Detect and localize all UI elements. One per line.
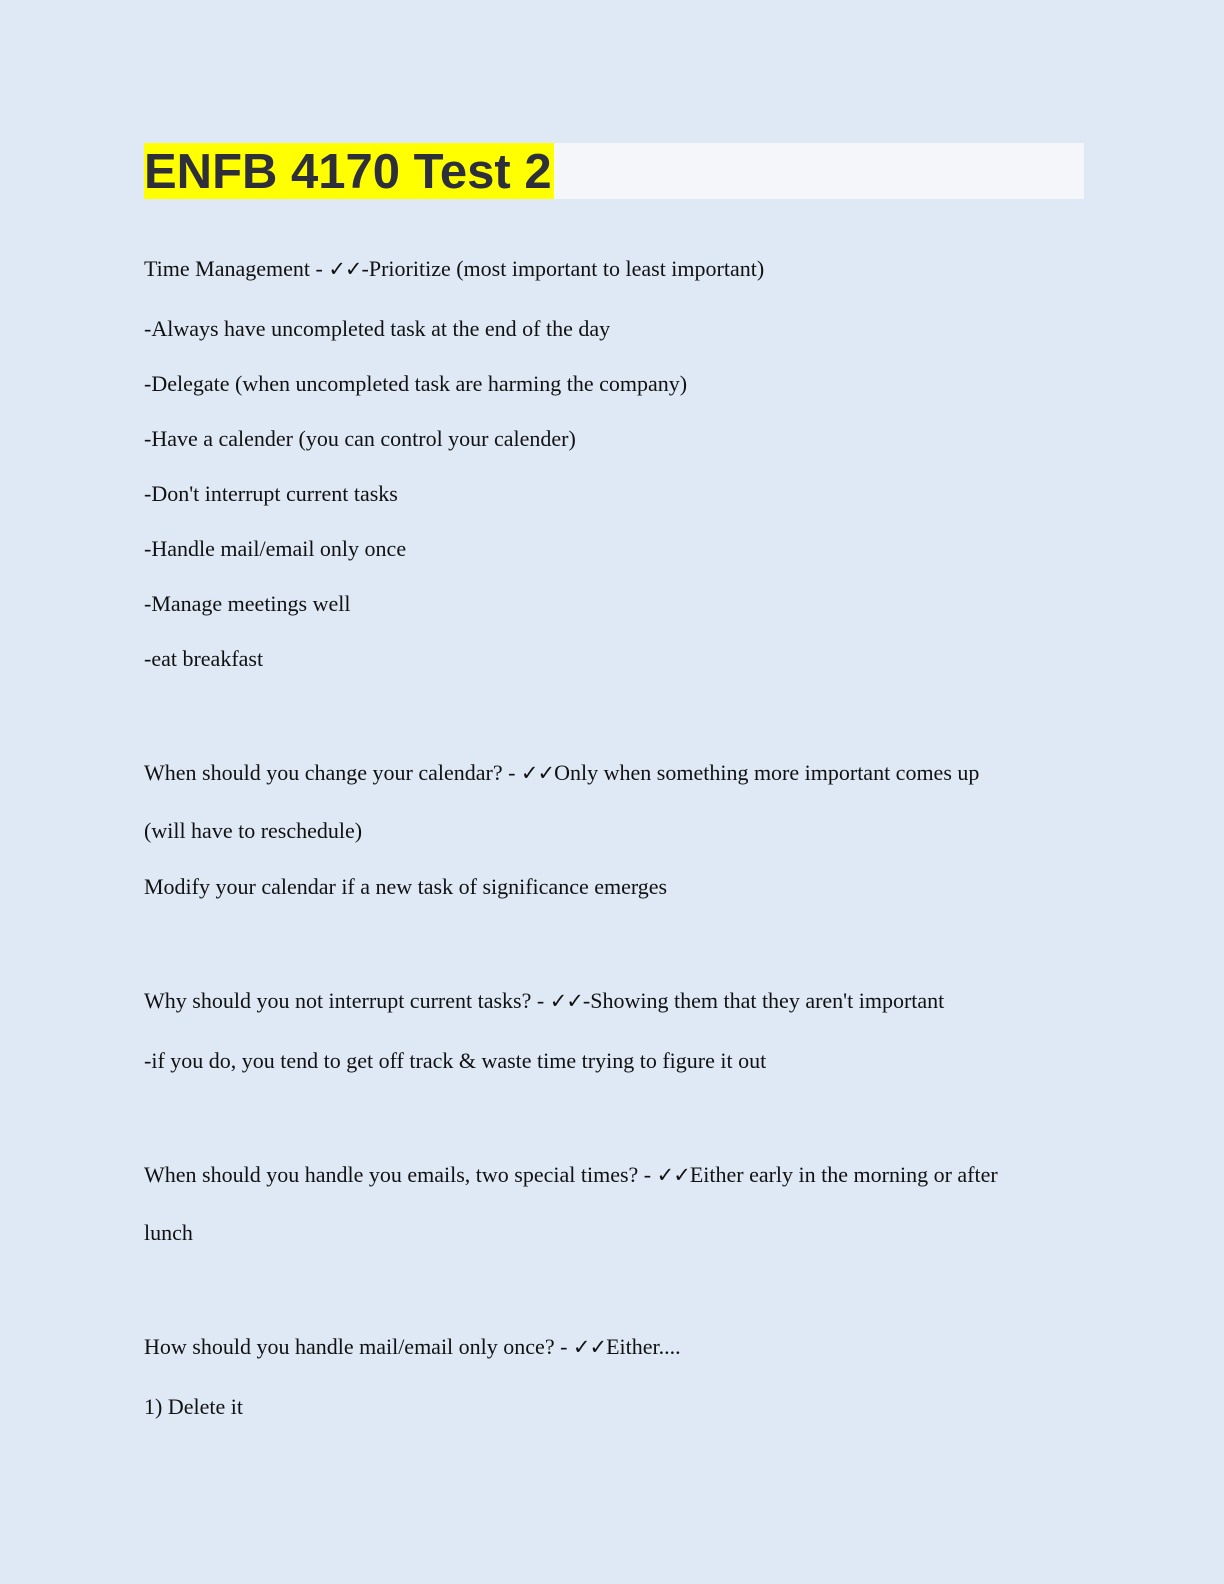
card-5-answer: Either.... [606,1334,681,1359]
card-2-question-line [144,760,979,786]
card-2-line-2: Modify your calendar if a new task of significance emerges [144,874,668,899]
card-3-answer: -Showing them that they aren't important [582,988,945,1013]
card-1-line-4: -Don't interrupt current tasks [144,481,398,506]
title-bar [144,143,1084,199]
card-1-question-line [144,256,764,282]
card-2-question: When should you change your calendar? - [144,760,521,785]
card-4-question: When should you handle you emails, two special times? - [144,1162,657,1187]
double-check-icon: ✓✓ [656,1163,690,1187]
card-1-question: Time Management - [144,256,329,281]
card-4-answer: Either early in the morning or after [689,1162,998,1187]
double-check-icon: ✓✓ [572,1335,607,1359]
document-page [144,143,1084,1419]
double-check-icon: ✓✓ [520,761,555,785]
card-1-answer: -Prioritize (most important to least important) [361,256,765,281]
card-3-question: Why should you not interrupt current tasks? - [144,988,550,1013]
card-5-line-1: 1) Delete it [144,1394,243,1419]
double-check-icon: ✓✓ [549,989,583,1013]
card-1-line-5: -Handle mail/email only once [144,536,407,561]
document-title: ENFB 4170 Test 2 [144,145,552,199]
card-3-line-1: -if you do, you tend to get off track & waste time trying to figure it out [144,1048,767,1073]
card-2-answer: Only when something more important comes up [554,760,980,785]
double-check-icon: ✓✓ [328,257,362,281]
card-3-question-line [144,988,944,1014]
card-5-question: How should you handle mail/email only once? - [144,1334,573,1359]
card-1-line-3: -Have a calender (you can control your calender) [144,426,576,451]
card-1-line-6: -Manage meetings well [144,591,351,616]
card-1-line-1: -Always have uncompleted task at the end of the day [144,316,611,341]
card-5-question-line [144,1334,681,1360]
card-1-line-7: -eat breakfast [144,646,264,671]
card-1-line-2: -Delegate (when uncompleted task are harming the company) [144,371,688,396]
card-4-question-line [144,1162,998,1188]
card-2-line-1: (will have to reschedule) [144,818,363,843]
card-4-line-1: lunch [144,1220,193,1245]
